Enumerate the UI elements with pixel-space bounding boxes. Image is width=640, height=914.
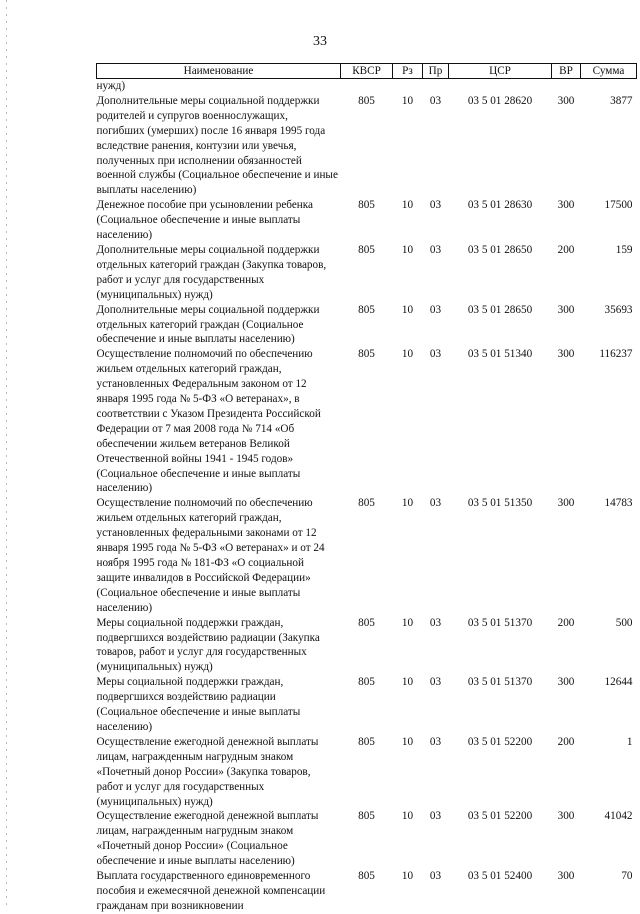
row-rz: 10 [401, 348, 414, 361]
row-csr: 03 5 01 51340 [467, 348, 533, 361]
row-vr: 200 [557, 243, 575, 256]
table-body [97, 79, 637, 914]
row-kvsr: 805 [358, 870, 375, 883]
table-row [97, 675, 637, 735]
row-pr: 03 [429, 199, 442, 212]
row-name: Дополнительные меры социальной поддержки родителей и супругов военнослужащих, погибших (умерших) после 16 января 1995 года вследствие ранения, контузии или увечья, полученных при исполнении обязанностей военной службы (Социальное обеспечение и иные выплаты населению) [96, 94, 338, 197]
row-sum: 70 [621, 870, 633, 883]
row-vr: 300 [557, 676, 575, 689]
row-name: Выплата государственного единовременного пособия и ежемесячной денежной компенсации гражданам при возникновении [96, 870, 326, 912]
continuation-row [97, 79, 637, 94]
row-name: Дополнительные меры социальной поддержки отдельных категорий граждан (Закупка товаров, работ и услуг для государственных (муниципальных) нужд) [96, 243, 327, 301]
row-csr: 03 5 01 28650 [467, 243, 533, 256]
row-vr: 200 [557, 616, 575, 629]
row-rz: 10 [401, 497, 414, 510]
row-rz: 10 [401, 810, 414, 823]
table-row [97, 243, 637, 303]
table-row [97, 347, 637, 496]
row-rz: 10 [401, 870, 414, 883]
row-csr: 03 5 01 52200 [467, 810, 533, 823]
table-row [97, 809, 637, 869]
row-sum: 12644 [604, 676, 633, 689]
row-vr: 300 [557, 348, 575, 361]
row-rz: 10 [401, 676, 414, 689]
row-pr: 03 [429, 735, 442, 748]
row-csr: 03 5 01 51350 [467, 497, 533, 510]
page-number: 33 [313, 34, 327, 49]
row-rz: 10 [401, 243, 414, 256]
row-kvsr: 805 [358, 94, 375, 107]
budget-table [96, 63, 637, 914]
row-pr: 03 [429, 870, 442, 883]
row-csr: 03 5 01 51370 [467, 676, 533, 689]
row-vr: 300 [557, 870, 575, 883]
row-pr: 03 [429, 303, 442, 316]
row-pr: 03 [429, 497, 442, 510]
row-rz: 10 [401, 94, 414, 107]
header-name: Наименование [97, 64, 341, 79]
row-rz: 10 [401, 735, 414, 748]
row-kvsr: 805 [358, 199, 375, 212]
header-vr: ВР [552, 64, 581, 79]
row-kvsr: 805 [358, 348, 375, 361]
row-vr: 300 [557, 810, 575, 823]
header-sum: Сумма [581, 64, 637, 79]
row-name: Осуществление полномочий по обеспечению жильем отдельных категорий граждан, установленных федеральными законами от 12 января 1995 года № 5-ФЗ «О ветеранах» и от 24 ноября 1995 года № 181-ФЗ «О социальной защите инвалидов в Российской Федерации» (Социальное обеспечение и иные выплаты населению) [96, 497, 325, 614]
row-kvsr: 805 [358, 735, 375, 748]
row-name: Денежное пособие при усыновлении ребенка (Социальное обеспечение и иные выплаты населению) [96, 199, 314, 242]
row-pr: 03 [429, 810, 442, 823]
scan-edge [6, 0, 7, 905]
table-row [97, 869, 637, 914]
row-rz: 10 [401, 303, 414, 316]
continuation-text: нужд) [96, 80, 126, 92]
row-pr: 03 [429, 676, 442, 689]
row-kvsr: 805 [358, 303, 375, 316]
row-sum: 14783 [604, 497, 633, 510]
row-kvsr: 805 [358, 676, 375, 689]
table-row [97, 735, 637, 810]
row-name: Осуществление полномочий по обеспечению жильем отдельных категорий граждан, установленных Федеральным законом от 12 января 1995 года № 5-ФЗ «О ветеранах», в соответствии с Указом Президента Российской Федерации от 7 мая 2008 года № 714 «Об обеспечении жильем ветеранов Великой Отечественной войны 1941 - 1945 годов» (Социальное обеспечение и иные выплаты населению) [96, 348, 321, 495]
table-row [97, 198, 637, 243]
header-csr: ЦСР [449, 64, 552, 79]
table-row [97, 496, 637, 615]
row-sum: 159 [615, 243, 633, 256]
row-sum: 500 [615, 616, 633, 629]
table-row [97, 94, 637, 198]
row-pr: 03 [429, 94, 442, 107]
row-pr: 03 [429, 348, 442, 361]
header-pr: Пр [423, 64, 449, 79]
row-name: Меры социальной поддержки граждан, подвергшихся воздействию радиации (Закупка товаров, работ и услуг для государственных (муниципальных) нужд) [96, 616, 320, 674]
row-name: Меры социальной поддержки граждан, подвергшихся воздействию радиации (Социальное обеспечение и иные выплаты населению) [96, 676, 301, 733]
header-kvsr: КВСР [341, 64, 393, 79]
table-header-row [97, 64, 637, 79]
row-sum: 41042 [604, 810, 633, 823]
row-sum: 17500 [604, 199, 633, 212]
row-vr: 300 [557, 94, 575, 107]
header-rz: Рз [393, 64, 423, 79]
row-csr: 03 5 01 28650 [467, 303, 533, 316]
row-name: Осуществление ежегодной денежной выплаты лицам, награжденным нагрудным знаком «Почетный донор России» (Социальное обеспечение и иные выплаты населению) [96, 810, 319, 868]
row-csr: 03 5 01 51370 [467, 616, 533, 629]
row-sum: 35693 [604, 303, 633, 316]
table-row [97, 616, 637, 676]
row-sum: 3877 [610, 94, 633, 107]
row-kvsr: 805 [358, 810, 375, 823]
row-sum: 1 [626, 735, 633, 748]
row-rz: 10 [401, 616, 414, 629]
row-name: Дополнительные меры социальной поддержки отдельных категорий граждан (Социальное обеспечение и иные выплаты населению) [96, 303, 320, 346]
row-csr: 03 5 01 52400 [467, 870, 533, 883]
row-name: Осуществление ежегодной денежной выплаты лицам, награжденным нагрудным знаком «Почетный донор России» (Закупка товаров, работ и услуг для государственных (муниципальных) нужд) [96, 735, 319, 808]
row-kvsr: 805 [358, 616, 375, 629]
table-row [97, 303, 637, 348]
row-kvsr: 805 [358, 497, 375, 510]
row-vr: 200 [557, 735, 575, 748]
row-csr: 03 5 01 28630 [467, 199, 533, 212]
row-kvsr: 805 [358, 243, 375, 256]
row-sum: 116237 [599, 348, 633, 361]
row-pr: 03 [429, 616, 442, 629]
row-vr: 300 [557, 199, 575, 212]
row-vr: 300 [557, 497, 575, 510]
row-rz: 10 [401, 199, 414, 212]
row-pr: 03 [429, 243, 442, 256]
row-vr: 300 [557, 303, 575, 316]
row-csr: 03 5 01 52200 [467, 735, 533, 748]
row-csr: 03 5 01 28620 [467, 94, 533, 107]
